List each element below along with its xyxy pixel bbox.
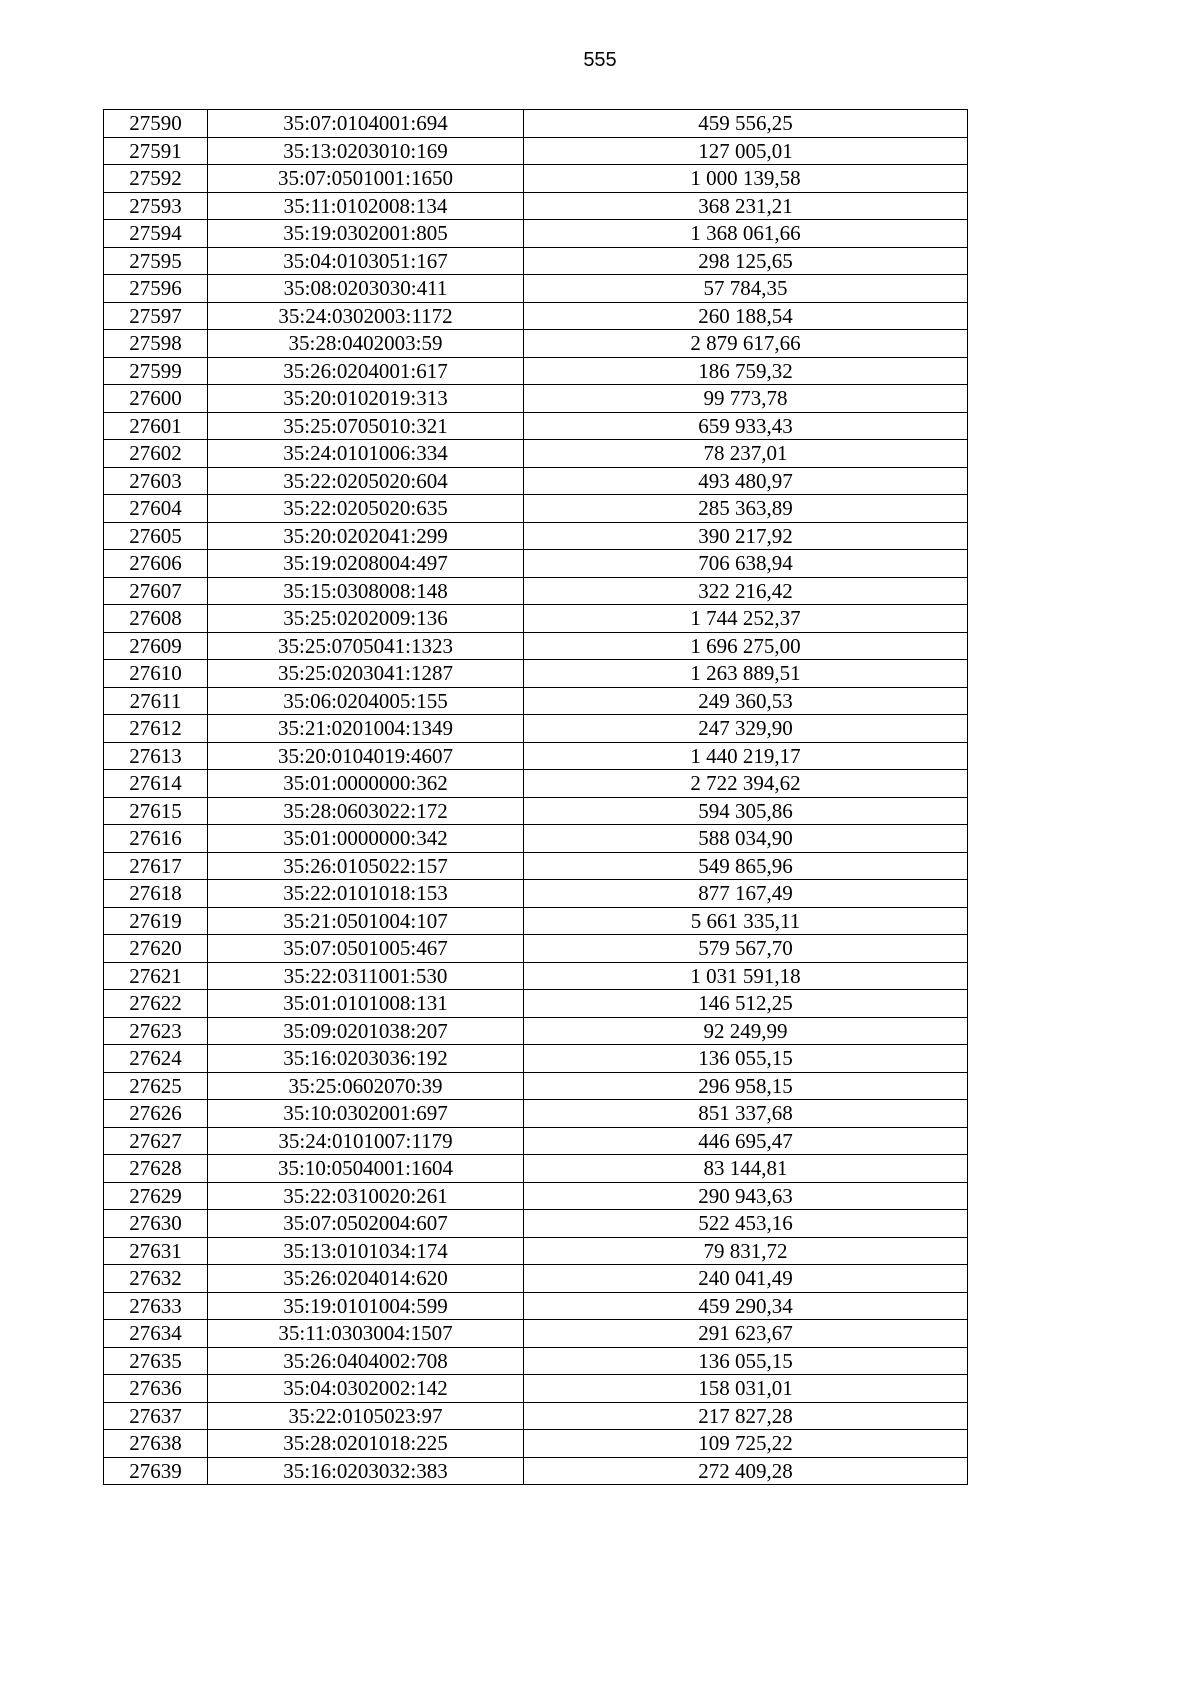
- row-number-cell: 27596: [104, 275, 208, 303]
- table-row: [104, 385, 968, 413]
- table-row: [104, 935, 968, 963]
- row-number-cell: 27628: [104, 1155, 208, 1183]
- value-cell: 2 879 617,66: [524, 330, 968, 358]
- table-body: [104, 110, 968, 1485]
- value-cell: 368 231,21: [524, 192, 968, 220]
- row-number-cell: 27605: [104, 522, 208, 550]
- cadastral-number-cell: 35:21:0501004:107: [208, 907, 524, 935]
- row-number-cell: 27638: [104, 1430, 208, 1458]
- row-number-cell: 27635: [104, 1347, 208, 1375]
- table-row: [104, 165, 968, 193]
- cadastral-number-cell: 35:22:0311001:530: [208, 962, 524, 990]
- cadastral-number-cell: 35:16:0203032:383: [208, 1457, 524, 1485]
- cadastral-number-cell: 35:04:0103051:167: [208, 247, 524, 275]
- table-row: [104, 1155, 968, 1183]
- value-cell: 158 031,01: [524, 1375, 968, 1403]
- table-row: [104, 962, 968, 990]
- table-row: [104, 1292, 968, 1320]
- table-row: [104, 632, 968, 660]
- cadastral-number-cell: 35:13:0101034:174: [208, 1237, 524, 1265]
- value-cell: 446 695,47: [524, 1127, 968, 1155]
- value-cell: 217 827,28: [524, 1402, 968, 1430]
- row-number-cell: 27591: [104, 137, 208, 165]
- row-number-cell: 27633: [104, 1292, 208, 1320]
- value-cell: 1 263 889,51: [524, 660, 968, 688]
- row-number-cell: 27626: [104, 1100, 208, 1128]
- value-cell: 706 638,94: [524, 550, 968, 578]
- value-cell: 285 363,89: [524, 495, 968, 523]
- table-row: [104, 1210, 968, 1238]
- cadastral-number-cell: 35:24:0101007:1179: [208, 1127, 524, 1155]
- page-number: 555: [583, 49, 617, 71]
- row-number-cell: 27637: [104, 1402, 208, 1430]
- cadastral-number-cell: 35:04:0302002:142: [208, 1375, 524, 1403]
- cadastral-number-cell: 35:28:0201018:225: [208, 1430, 524, 1458]
- table-row: [104, 1072, 968, 1100]
- cadastral-number-cell: 35:25:0602070:39: [208, 1072, 524, 1100]
- table-row: [104, 137, 968, 165]
- table-row: [104, 192, 968, 220]
- value-cell: 186 759,32: [524, 357, 968, 385]
- cadastral-number-cell: 35:22:0205020:604: [208, 467, 524, 495]
- row-number-cell: 27624: [104, 1045, 208, 1073]
- row-number-cell: 27615: [104, 797, 208, 825]
- cadastral-table: [103, 109, 968, 1485]
- cadastral-number-cell: 35:01:0101008:131: [208, 990, 524, 1018]
- row-number-cell: 27636: [104, 1375, 208, 1403]
- cadastral-number-cell: 35:07:0104001:694: [208, 110, 524, 138]
- cadastral-number-cell: 35:26:0204001:617: [208, 357, 524, 385]
- value-cell: 78 237,01: [524, 440, 968, 468]
- cadastral-number-cell: 35:11:0102008:134: [208, 192, 524, 220]
- row-number-cell: 27616: [104, 825, 208, 853]
- table-row: [104, 660, 968, 688]
- row-number-cell: 27610: [104, 660, 208, 688]
- row-number-cell: 27619: [104, 907, 208, 935]
- table-row: [104, 852, 968, 880]
- cadastral-number-cell: 35:13:0203010:169: [208, 137, 524, 165]
- cadastral-number-cell: 35:22:0310020:261: [208, 1182, 524, 1210]
- row-number-cell: 27606: [104, 550, 208, 578]
- cadastral-number-cell: 35:24:0101006:334: [208, 440, 524, 468]
- table-row: [104, 1182, 968, 1210]
- cadastral-number-cell: 35:06:0204005:155: [208, 687, 524, 715]
- cadastral-number-cell: 35:07:0502004:607: [208, 1210, 524, 1238]
- row-number-cell: 27592: [104, 165, 208, 193]
- table-row: [104, 357, 968, 385]
- row-number-cell: 27603: [104, 467, 208, 495]
- row-number-cell: 27594: [104, 220, 208, 248]
- table-row: [104, 880, 968, 908]
- table-row: [104, 605, 968, 633]
- row-number-cell: 27639: [104, 1457, 208, 1485]
- value-cell: 522 453,16: [524, 1210, 968, 1238]
- cadastral-number-cell: 35:10:0504001:1604: [208, 1155, 524, 1183]
- row-number-cell: 27630: [104, 1210, 208, 1238]
- table-row: [104, 1127, 968, 1155]
- cadastral-number-cell: 35:19:0101004:599: [208, 1292, 524, 1320]
- value-cell: 99 773,78: [524, 385, 968, 413]
- table-row: [104, 1237, 968, 1265]
- table-row: [104, 825, 968, 853]
- cadastral-number-cell: 35:16:0203036:192: [208, 1045, 524, 1073]
- table-row: [104, 742, 968, 770]
- cadastral-number-cell: 35:20:0202041:299: [208, 522, 524, 550]
- cadastral-number-cell: 35:08:0203030:411: [208, 275, 524, 303]
- row-number-cell: 27613: [104, 742, 208, 770]
- cadastral-number-cell: 35:28:0603022:172: [208, 797, 524, 825]
- row-number-cell: 27632: [104, 1265, 208, 1293]
- value-cell: 1 000 139,58: [524, 165, 968, 193]
- table-row: [104, 495, 968, 523]
- value-cell: 136 055,15: [524, 1045, 968, 1073]
- table-row: [104, 797, 968, 825]
- table-row: [104, 1457, 968, 1485]
- row-number-cell: 27627: [104, 1127, 208, 1155]
- value-cell: 291 623,67: [524, 1320, 968, 1348]
- table-row: [104, 1100, 968, 1128]
- row-number-cell: 27597: [104, 302, 208, 330]
- table-row: [104, 247, 968, 275]
- table-row: [104, 1017, 968, 1045]
- cadastral-number-cell: 35:07:0501005:467: [208, 935, 524, 963]
- row-number-cell: 27623: [104, 1017, 208, 1045]
- table-row: [104, 467, 968, 495]
- table-row: [104, 330, 968, 358]
- value-cell: 493 480,97: [524, 467, 968, 495]
- row-number-cell: 27629: [104, 1182, 208, 1210]
- cadastral-number-cell: 35:22:0205020:635: [208, 495, 524, 523]
- value-cell: 298 125,65: [524, 247, 968, 275]
- row-number-cell: 27612: [104, 715, 208, 743]
- row-number-cell: 27590: [104, 110, 208, 138]
- value-cell: 5 661 335,11: [524, 907, 968, 935]
- cadastral-number-cell: 35:22:0101018:153: [208, 880, 524, 908]
- row-number-cell: 27593: [104, 192, 208, 220]
- cadastral-number-cell: 35:11:0303004:1507: [208, 1320, 524, 1348]
- cadastral-number-cell: 35:25:0705010:321: [208, 412, 524, 440]
- row-number-cell: 27595: [104, 247, 208, 275]
- cadastral-number-cell: 35:28:0402003:59: [208, 330, 524, 358]
- cadastral-number-cell: 35:20:0102019:313: [208, 385, 524, 413]
- cadastral-number-cell: 35:09:0201038:207: [208, 1017, 524, 1045]
- value-cell: 1 368 061,66: [524, 220, 968, 248]
- table-row: [104, 275, 968, 303]
- cadastral-number-cell: 35:26:0404002:708: [208, 1347, 524, 1375]
- value-cell: 83 144,81: [524, 1155, 968, 1183]
- row-number-cell: 27600: [104, 385, 208, 413]
- value-cell: 272 409,28: [524, 1457, 968, 1485]
- cadastral-number-cell: 35:24:0302003:1172: [208, 302, 524, 330]
- value-cell: 146 512,25: [524, 990, 968, 1018]
- table-row: [104, 1402, 968, 1430]
- row-number-cell: 27614: [104, 770, 208, 798]
- value-cell: 2 722 394,62: [524, 770, 968, 798]
- row-number-cell: 27608: [104, 605, 208, 633]
- table-row: [104, 770, 968, 798]
- cadastral-number-cell: 35:26:0204014:620: [208, 1265, 524, 1293]
- value-cell: 659 933,43: [524, 412, 968, 440]
- cadastral-number-cell: 35:21:0201004:1349: [208, 715, 524, 743]
- value-cell: 322 216,42: [524, 577, 968, 605]
- cadastral-number-cell: 35:19:0302001:805: [208, 220, 524, 248]
- value-cell: 594 305,86: [524, 797, 968, 825]
- table-row: [104, 302, 968, 330]
- table-row: [104, 1430, 968, 1458]
- row-number-cell: 27609: [104, 632, 208, 660]
- cadastral-number-cell: 35:20:0104019:4607: [208, 742, 524, 770]
- row-number-cell: 27607: [104, 577, 208, 605]
- value-cell: 249 360,53: [524, 687, 968, 715]
- cadastral-number-cell: 35:22:0105023:97: [208, 1402, 524, 1430]
- table-row: [104, 715, 968, 743]
- row-number-cell: 27620: [104, 935, 208, 963]
- table-row: [104, 1375, 968, 1403]
- table-row: [104, 1347, 968, 1375]
- value-cell: 240 041,49: [524, 1265, 968, 1293]
- row-number-cell: 27625: [104, 1072, 208, 1100]
- table-row: [104, 687, 968, 715]
- row-number-cell: 27631: [104, 1237, 208, 1265]
- table-row: [104, 412, 968, 440]
- value-cell: 109 725,22: [524, 1430, 968, 1458]
- value-cell: 459 556,25: [524, 110, 968, 138]
- value-cell: 136 055,15: [524, 1347, 968, 1375]
- row-number-cell: 27622: [104, 990, 208, 1018]
- row-number-cell: 27618: [104, 880, 208, 908]
- table-row: [104, 440, 968, 468]
- table-row: [104, 1265, 968, 1293]
- row-number-cell: 27598: [104, 330, 208, 358]
- row-number-cell: 27617: [104, 852, 208, 880]
- row-number-cell: 27611: [104, 687, 208, 715]
- value-cell: 127 005,01: [524, 137, 968, 165]
- value-cell: 92 249,99: [524, 1017, 968, 1045]
- value-cell: 57 784,35: [524, 275, 968, 303]
- value-cell: 1 744 252,37: [524, 605, 968, 633]
- value-cell: 459 290,34: [524, 1292, 968, 1320]
- table-row: [104, 577, 968, 605]
- value-cell: 1 696 275,00: [524, 632, 968, 660]
- value-cell: 260 188,54: [524, 302, 968, 330]
- value-cell: 579 567,70: [524, 935, 968, 963]
- value-cell: 588 034,90: [524, 825, 968, 853]
- row-number-cell: 27602: [104, 440, 208, 468]
- cadastral-number-cell: 35:01:0000000:342: [208, 825, 524, 853]
- cadastral-number-cell: 35:10:0302001:697: [208, 1100, 524, 1128]
- value-cell: 877 167,49: [524, 880, 968, 908]
- table-row: [104, 110, 968, 138]
- cadastral-number-cell: 35:25:0705041:1323: [208, 632, 524, 660]
- cadastral-number-cell: 35:25:0203041:1287: [208, 660, 524, 688]
- cadastral-number-cell: 35:26:0105022:157: [208, 852, 524, 880]
- cadastral-number-cell: 35:07:0501001:1650: [208, 165, 524, 193]
- row-number-cell: 27599: [104, 357, 208, 385]
- value-cell: 1 031 591,18: [524, 962, 968, 990]
- value-cell: 247 329,90: [524, 715, 968, 743]
- value-cell: 390 217,92: [524, 522, 968, 550]
- table-row: [104, 550, 968, 578]
- table-row: [104, 1045, 968, 1073]
- row-number-cell: 27621: [104, 962, 208, 990]
- cadastral-number-cell: 35:25:0202009:136: [208, 605, 524, 633]
- row-number-cell: 27604: [104, 495, 208, 523]
- value-cell: 296 958,15: [524, 1072, 968, 1100]
- value-cell: 549 865,96: [524, 852, 968, 880]
- row-number-cell: 27601: [104, 412, 208, 440]
- cadastral-number-cell: 35:19:0208004:497: [208, 550, 524, 578]
- value-cell: 79 831,72: [524, 1237, 968, 1265]
- value-cell: 851 337,68: [524, 1100, 968, 1128]
- table-row: [104, 522, 968, 550]
- cadastral-number-cell: 35:01:0000000:362: [208, 770, 524, 798]
- table-row: [104, 907, 968, 935]
- row-number-cell: 27634: [104, 1320, 208, 1348]
- cadastral-number-cell: 35:15:0308008:148: [208, 577, 524, 605]
- table-row: [104, 990, 968, 1018]
- value-cell: 1 440 219,17: [524, 742, 968, 770]
- table-row: [104, 1320, 968, 1348]
- table-row: [104, 220, 968, 248]
- value-cell: 290 943,63: [524, 1182, 968, 1210]
